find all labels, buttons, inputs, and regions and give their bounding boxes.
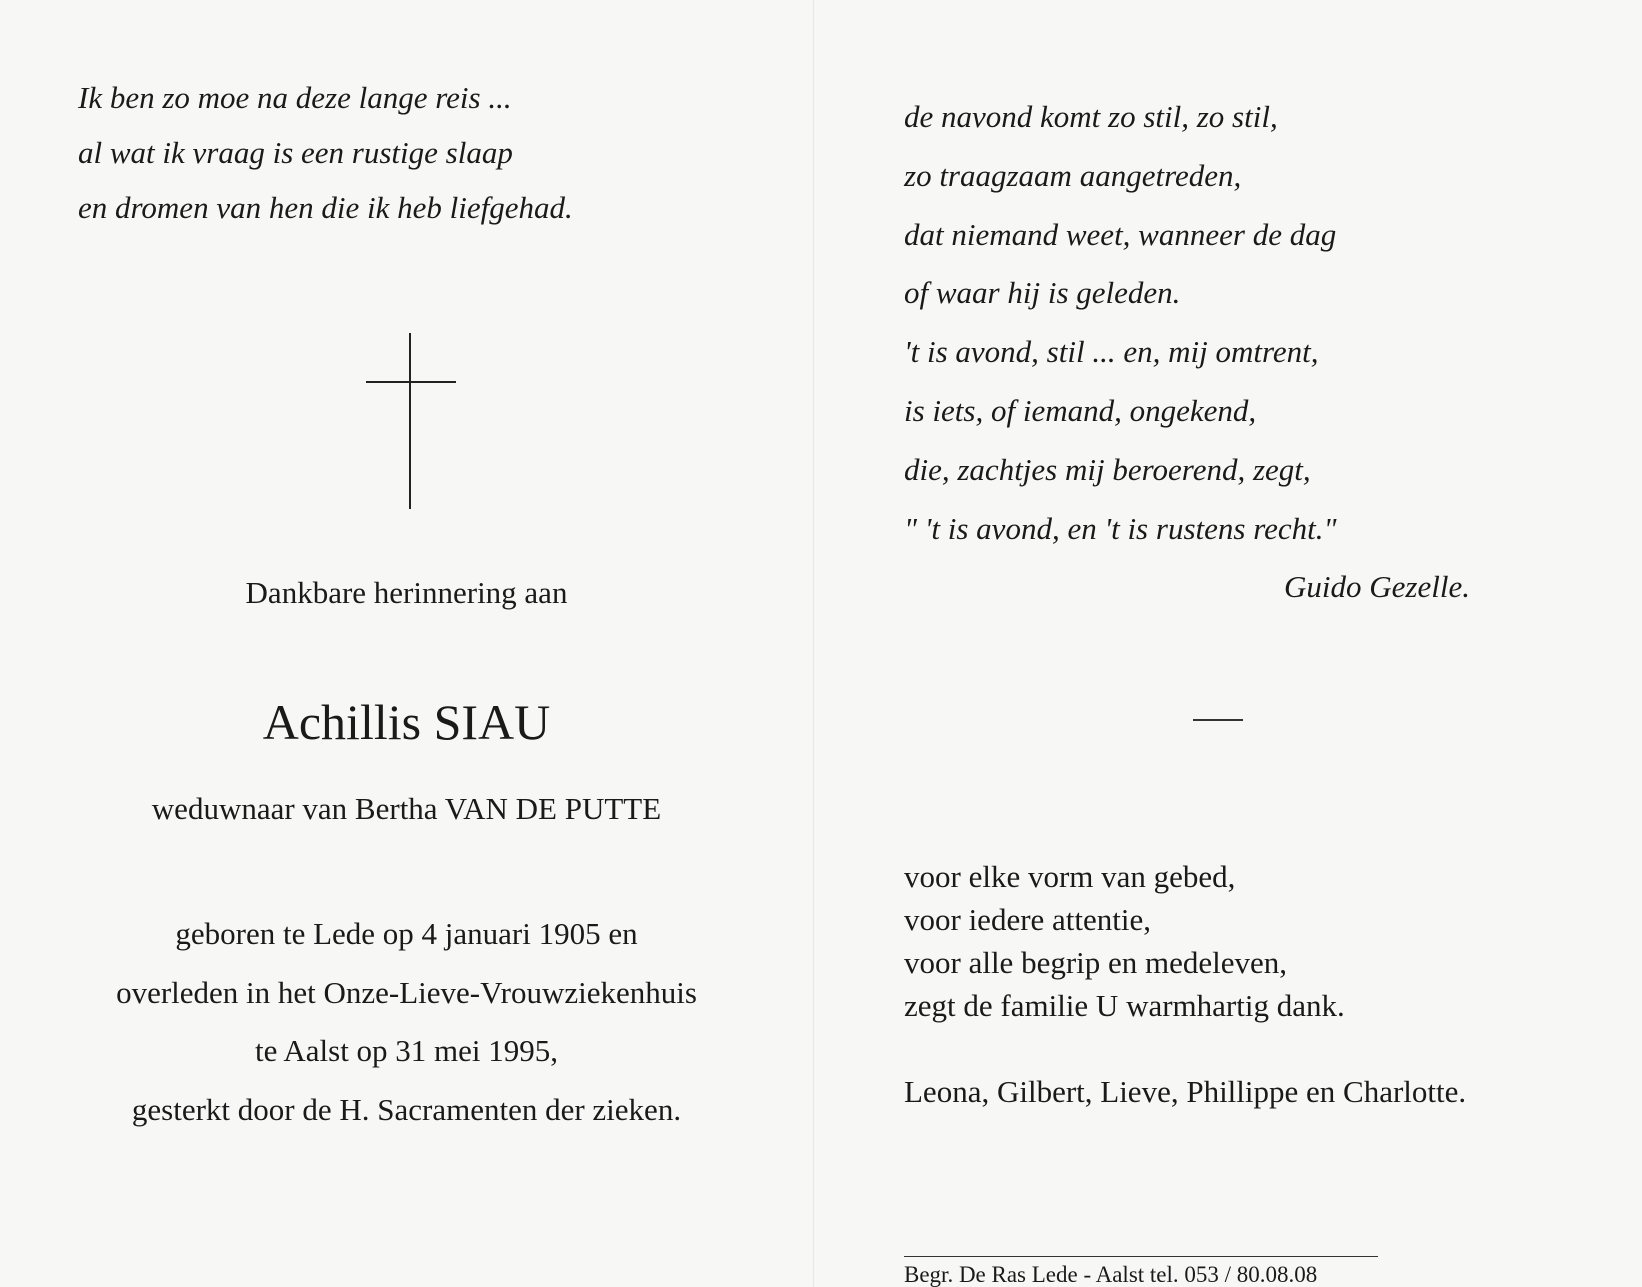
- poem-line: de navond komt zo stil, zo stil,: [904, 99, 1278, 134]
- life-details-line: te Aalst op 31 mei 1995,: [254, 1033, 559, 1068]
- opening-poem-line: Ik ben zo moe na deze lange reis ...: [78, 80, 512, 115]
- opening-poem-line: al wat ik vraag is een rustige slaap: [78, 135, 513, 170]
- life-details-line: geboren te Lede op 4 januari 1905 en: [175, 916, 638, 951]
- footer-rule: [904, 1256, 1378, 1257]
- poem-line: die, zachtjes mij beroerend, zegt,: [904, 451, 1311, 487]
- family-names: Leona, Gilbert, Lieve, Phillippe en Charlotte.: [904, 1074, 1467, 1109]
- thanks-line: voor elke vorm van gebed,: [904, 859, 1236, 894]
- poem-author: Guido Gezelle.: [1284, 569, 1470, 604]
- thanks-text: [904, 855, 1345, 1027]
- right-panel: [814, 0, 1642, 1287]
- thanks-line: voor alle begrip en medeleven,: [904, 945, 1288, 980]
- separator-dash: [1193, 719, 1243, 721]
- poem-line: " 't is avond, en 't is rustens recht.": [904, 510, 1337, 546]
- thanks-line: voor iedere attentie,: [904, 902, 1152, 937]
- thanks-line: zegt de familie U warmhartig dank.: [904, 988, 1345, 1023]
- spouse-line: weduwnaar van Bertha VAN DE PUTTE: [151, 791, 662, 826]
- deceased-name: Achillis SIAU: [262, 694, 551, 750]
- remembrance-intro: Dankbare herinnering aan: [245, 575, 568, 610]
- poem-line: is iets, of iemand, ongekend,: [904, 392, 1257, 428]
- poem-line: dat niemand weet, wanneer de dag: [904, 216, 1337, 252]
- left-panel: [0, 0, 813, 1287]
- opening-poem-line: en dromen van hen die ik heb liefgehad.: [78, 190, 573, 225]
- opening-poem: [78, 70, 573, 235]
- poem: [904, 88, 1337, 558]
- life-details-line: gesterkt door de H. Sacramenten der zieken.: [131, 1091, 682, 1127]
- life-details: [0, 905, 813, 1139]
- poem-line: 't is avond, stil ... en, mij omtrent,: [904, 334, 1319, 370]
- life-details-line: overleden in het Onze-Lieve-Vrouwziekenhuis: [116, 974, 697, 1010]
- undertaker-footer: Begr. De Ras Lede - Aalst tel. 053 / 80.08.08: [904, 1262, 1318, 1287]
- poem-line: zo traagzaam aangetreden,: [904, 157, 1242, 193]
- poem-line: of waar hij is geleden.: [904, 275, 1181, 311]
- cross-icon: [366, 333, 456, 509]
